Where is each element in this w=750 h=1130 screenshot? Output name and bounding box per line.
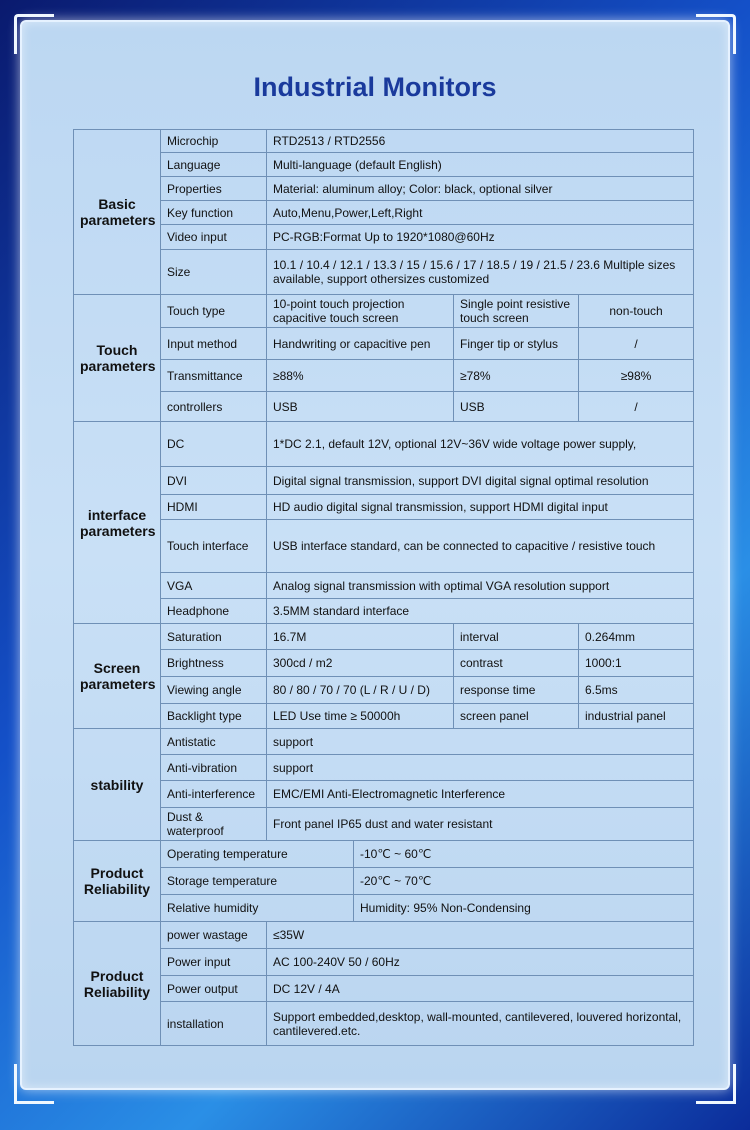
param-value: Analog signal transmission with optimal VGA resolution support: [267, 573, 694, 599]
table-row: [74, 573, 694, 599]
table-row: [74, 808, 694, 841]
param-value: Auto,Menu,Power,Left,Right: [267, 201, 694, 225]
page-title: Industrial Monitors: [253, 72, 497, 102]
table-row: [74, 520, 694, 573]
param-name: Backlight type: [161, 704, 267, 729]
param-name: Viewing angle: [161, 677, 267, 704]
table-row: [74, 624, 694, 650]
param-value: Material: aluminum alloy; Color: black, optional silver: [267, 177, 694, 201]
param-name: Video input: [161, 225, 267, 250]
param-name: Size: [161, 250, 267, 295]
table-row: [74, 422, 694, 467]
table-row: [74, 599, 694, 624]
param-value: Finger tip or stylus: [454, 328, 579, 360]
param-value: Support embedded,desktop, wall-mounted, cantilevered, louvered horizontal, cantilevered.etc.: [267, 1002, 694, 1046]
param-name: Key function: [161, 201, 267, 225]
param-name: Headphone: [161, 599, 267, 624]
corner-decoration: [696, 14, 736, 54]
table-row: [74, 1002, 694, 1046]
param-name: Relative humidity: [161, 895, 354, 922]
param-name: Language: [161, 153, 267, 177]
table-row: [74, 841, 694, 868]
param-name: HDMI: [161, 495, 267, 520]
param-value: non-touch: [579, 295, 694, 328]
param-value: support: [267, 729, 694, 755]
table-row: [74, 250, 694, 295]
param-name: Anti-vibration: [161, 755, 267, 781]
table-row: [74, 392, 694, 422]
param-name: VGA: [161, 573, 267, 599]
table-row: [74, 225, 694, 250]
table-row: [74, 677, 694, 704]
param-name: Anti-interference: [161, 781, 267, 808]
param-value: ≥78%: [454, 360, 579, 392]
group-label-touch: Touch parameters: [74, 295, 161, 422]
param-value: USB: [267, 392, 454, 422]
corner-decoration: [14, 14, 54, 54]
table-row: [74, 360, 694, 392]
param-name: Properties: [161, 177, 267, 201]
param-name: Storage temperature: [161, 868, 354, 895]
table-row: [74, 153, 694, 177]
param-name: controllers: [161, 392, 267, 422]
table-row: [74, 650, 694, 677]
param-name: Brightness: [161, 650, 267, 677]
param-name: installation: [161, 1002, 267, 1046]
param-name: Input method: [161, 328, 267, 360]
param-name: Microchip: [161, 130, 267, 153]
table-row: [74, 922, 694, 949]
param-value: USB interface standard, can be connected to capacitive / resistive touch: [267, 520, 694, 573]
group-label-reliability: Product Reliability: [74, 841, 161, 922]
group-label-reliability: Product Reliability: [74, 922, 161, 1046]
param-value: HD audio digital signal transmission, support HDMI digital input: [267, 495, 694, 520]
param-name: Power output: [161, 976, 267, 1002]
group-label-screen: Screen parameters: [74, 624, 161, 729]
param-name: screen panel: [454, 704, 579, 729]
table-row: [74, 976, 694, 1002]
param-name: response time: [454, 677, 579, 704]
param-name: Transmittance: [161, 360, 267, 392]
table-row: [74, 781, 694, 808]
param-value: ≤35W: [267, 922, 694, 949]
param-name: contrast: [454, 650, 579, 677]
param-value: 10.1 / 10.4 / 12.1 / 13.3 / 15 / 15.6 / 17 / 18.5 / 19 / 21.5 / 23.6 Multiple sizes available, support othersizes customized: [267, 250, 694, 295]
param-name: DVI: [161, 467, 267, 495]
param-value: RTD2513 / RTD2556: [267, 130, 694, 153]
table-row: [74, 704, 694, 729]
param-value: 6.5ms: [579, 677, 694, 704]
corner-decoration: [14, 1064, 54, 1104]
param-value: 1*DC 2.1, default 12V, optional 12V~36V wide voltage power supply,: [267, 422, 694, 467]
param-value: Single point resistive touch screen: [454, 295, 579, 328]
param-value: /: [579, 328, 694, 360]
table-row: [74, 949, 694, 976]
param-value: DC 12V / 4A: [267, 976, 694, 1002]
table-row: [74, 467, 694, 495]
table-row: [74, 495, 694, 520]
param-value: Digital signal transmission, support DVI digital signal optimal resolution: [267, 467, 694, 495]
param-value: Front panel IP65 dust and water resistant: [267, 808, 694, 841]
param-value: USB: [454, 392, 579, 422]
param-value: 0.264mm: [579, 624, 694, 650]
param-name: Dust & waterproof: [161, 808, 267, 841]
param-value: industrial panel: [579, 704, 694, 729]
param-value: ≥98%: [579, 360, 694, 392]
param-value: Handwriting or capacitive pen: [267, 328, 454, 360]
table-row: [74, 729, 694, 755]
param-value: -20℃ ~ 70℃: [354, 868, 694, 895]
param-value: 300cd / m2: [267, 650, 454, 677]
param-value: AC 100-240V 50 / 60Hz: [267, 949, 694, 976]
param-name: Operating temperature: [161, 841, 354, 868]
param-name: Power input: [161, 949, 267, 976]
param-name: power wastage: [161, 922, 267, 949]
param-name: Antistatic: [161, 729, 267, 755]
table-row: [74, 895, 694, 922]
table-row: [74, 868, 694, 895]
param-value: 10-point touch projection capacitive touch screen: [267, 295, 454, 328]
param-value: 3.5MM standard interface: [267, 599, 694, 624]
param-value: -10℃ ~ 60℃: [354, 841, 694, 868]
param-value: Humidity: 95% Non-Condensing: [354, 895, 694, 922]
table-row: [74, 130, 694, 153]
param-value: Multi-language (default English): [267, 153, 694, 177]
param-value: PC-RGB:Format Up to 1920*1080@60Hz: [267, 225, 694, 250]
table-row: [74, 201, 694, 225]
group-label-basic: Basic parameters: [74, 130, 161, 295]
group-label-interface: interface parameters: [74, 422, 161, 624]
param-name: DC: [161, 422, 267, 467]
table-row: [74, 177, 694, 201]
param-value: support: [267, 755, 694, 781]
spec-table: [73, 129, 694, 1046]
param-value: ≥88%: [267, 360, 454, 392]
param-value: 1000:1: [579, 650, 694, 677]
param-value: 80 / 80 / 70 / 70 (L / R / U / D): [267, 677, 454, 704]
corner-decoration: [696, 1064, 736, 1104]
param-name: Touch interface: [161, 520, 267, 573]
group-label-stability: stability: [74, 729, 161, 841]
param-value: /: [579, 392, 694, 422]
param-value: 16.7M: [267, 624, 454, 650]
table-row: [74, 755, 694, 781]
param-name: interval: [454, 624, 579, 650]
table-row: [74, 328, 694, 360]
param-value: LED Use time ≥ 50000h: [267, 704, 454, 729]
param-name: Saturation: [161, 624, 267, 650]
param-name: Touch type: [161, 295, 267, 328]
table-row: [74, 295, 694, 328]
param-value: EMC/EMI Anti-Electromagnetic Interference: [267, 781, 694, 808]
